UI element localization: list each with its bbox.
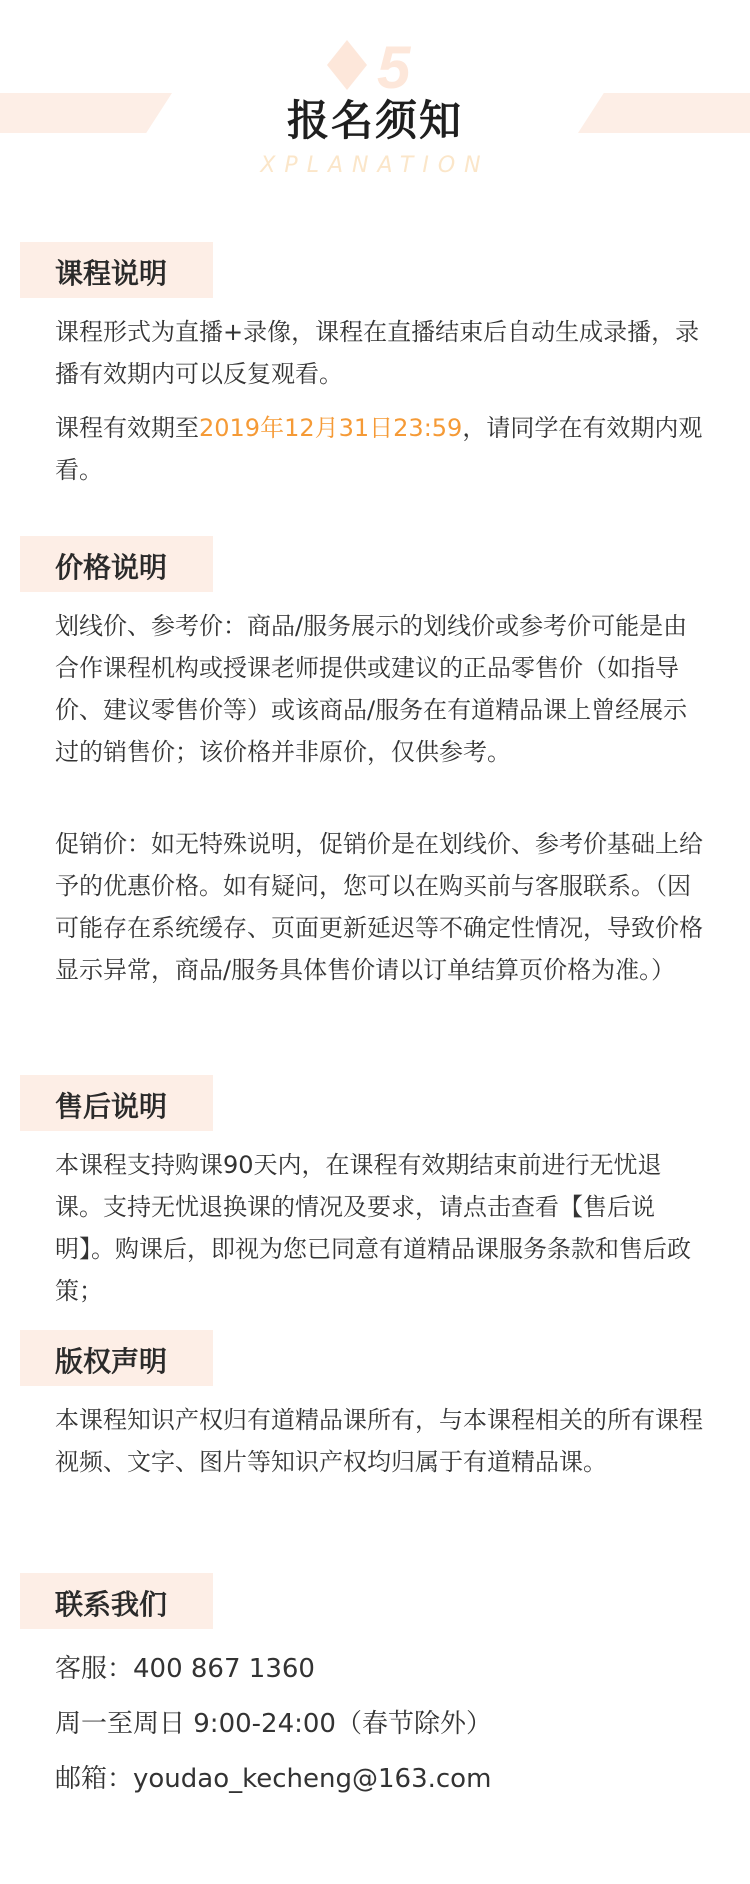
course-validity-prefix: 课程有效期至 [55,414,199,442]
page-title: 报名须知 [286,96,463,145]
course-validity-date: 2019年12月31日23:59 [199,414,463,442]
contact-phone[interactable]: 客服：400 867 1360 [55,1654,315,1684]
decoration-number: 5 [377,34,411,100]
contact-email[interactable]: 邮箱：youdao_kecheng@163.com [55,1764,492,1794]
section-contact-title: 联系我们 [55,1588,168,1621]
section-contact [0,1573,750,1813]
section-copyright-p1: 本课程知识产权归有道精品课所有，与本课程相关的所有课程视频、文字、图片等知识产权均归属于有道精品课。 [55,1406,703,1476]
section-aftersale-title: 售后说明 [55,1090,168,1123]
contact-hours: 周一至周日 9:00-24:00（春节除外） [55,1709,492,1739]
section-course [0,242,750,492]
section-course-title: 课程说明 [55,257,168,290]
section-aftersale [0,1075,750,1315]
course-validity-suffix: ，请同学在有效期内观看。 [55,414,703,484]
section-course-p1: 课程形式为直播+录像，课程在直播结束后自动生成录播，录播有效期内可以反复观看。 [55,318,700,388]
page-subtitle: XPLANATION [260,153,490,178]
section-copyright-title: 版权声明 [55,1345,168,1378]
section-course-p2 [55,407,705,491]
section-price-p2: 促销价：如无特殊说明，促销价是在划线价、参考价基础上给予的优惠价格。如有疑问，您可以在购买前与客服联系。（因可能存在系统缓存、页面更新延迟等不确定性情况，导致价格显示异常，商品/服务具体售价请以订单结算页价格为准。） [55,830,703,984]
page-header [0,0,750,200]
section-price [0,536,750,1036]
section-price-p1: 划线价、参考价：商品/服务展示的划线价或参考价可能是由合作课程机构或授课老师提供或建议的正品零售价（如指导价、建议零售价等）或该商品/服务在有道精品课上曾经展示过的销售价；该价格并非原价，仅供参考。 [55,612,688,766]
section-aftersale-p1: 本课程支持购课90天内，在课程有效期结束前进行无忧退课。支持无忧退换课的情况及要求，请点击查看【售后说明】。购课后，即视为您已同意有道精品课服务条款和售后政策； [55,1151,691,1305]
section-copyright [0,1330,750,1530]
section-price-title: 价格说明 [55,551,168,584]
